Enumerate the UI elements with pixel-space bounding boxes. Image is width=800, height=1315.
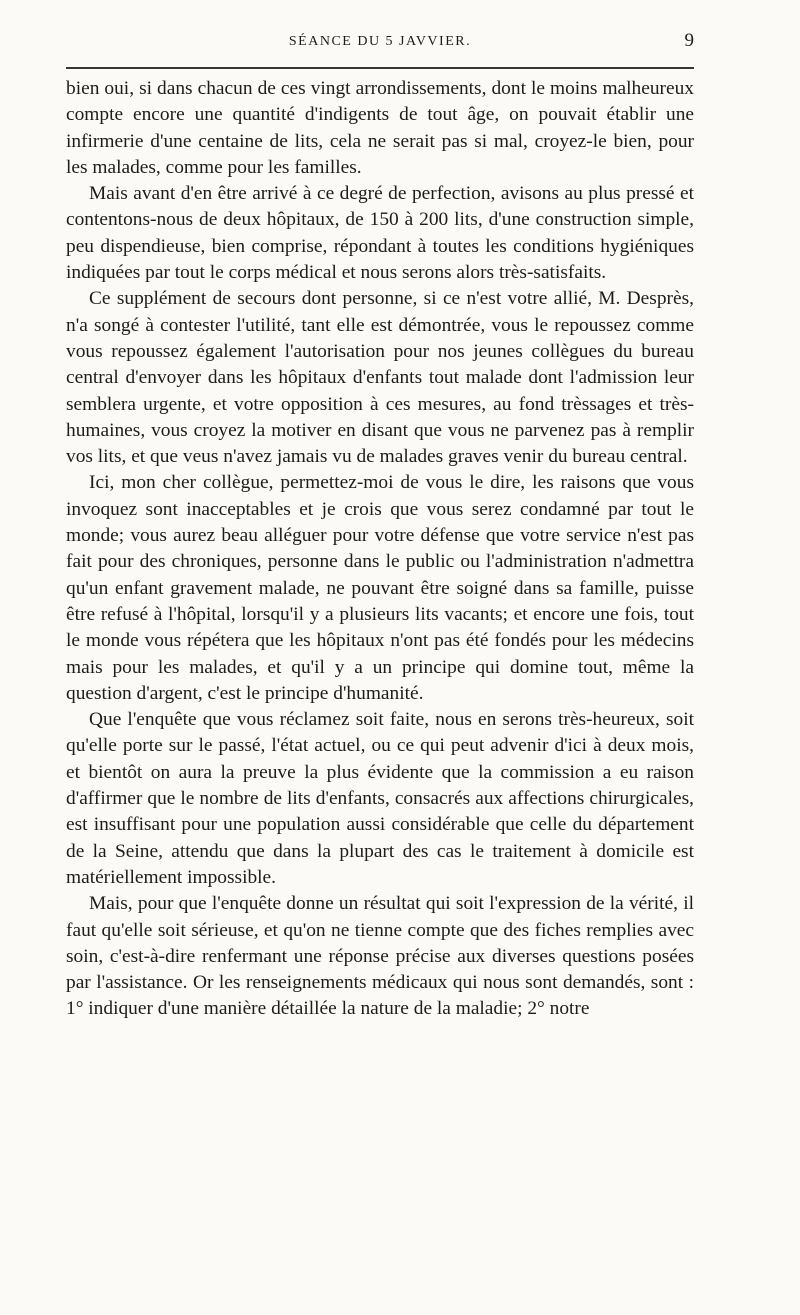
paragraph-1: bien oui, si dans chacun de ces vingt arrondissements, dont le moins malheureux compte encore une quantité d'indigents de tout âge, on pouvait établir une infirmerie d'une centaine de lits, cela ne serait pas si mal, croyez-le bien, pour les malades, comme pour les familles. bbox=[66, 78, 694, 178]
paragraph-4: Ici, mon cher collègue, permettez-moi de vous le dire, les raisons que vous invoquez sont inacceptables et je crois que vous serez condamné par tout le monde; vous aurez beau alléguer pour votre défense que votre service n'est pas fait pour des chroniques, personne dans le public ou l'administration n'admettra qu'un enfant gravement malade, ne pouvant être soigné dans sa famille, puisse être refusé à l'hôpital, lorsqu'il y a plusieurs lits vacants; et encore une fois, tout le monde vous répétera que les hôpitaux n'ont pas été fondés pour les médecins mais pour les malades, et qu'il y a un principe qui domine tout, même la question d'argent, c'est le principe d'humanité. bbox=[66, 472, 694, 704]
page-header bbox=[66, 30, 694, 56]
running-title: SÉANCE DU 5 JAVVIER. bbox=[288, 34, 472, 49]
paragraph-3: Ce supplément de secours dont personne, si ce n'est votre allié, M. Desprès, n'a songé à contester l'utilité, tant elle est démontrée, vous le repoussez comme vous repoussez également l'autorisation pour nos jeunes collègues du bureau central d'envoyer dans les hôpitaux d'enfants tout malade dont l'admission leur semblera urgente, et votre opposition à ces mesures, au fond trèssages et très-humaines, vous croyez la motiver en disant que vous ne parvenez pas à remplir vos lits, et que veus n'avez jamais vu de malades graves venir du bureau central. bbox=[66, 288, 694, 468]
paragraph-5: Que l'enquête que vous réclamez soit faite, nous en serons très-heureux, soit qu'elle porte sur le passé, l'état actuel, ou ce qui peut advenir d'ici à deux mois, et bientôt on aura la preuve la plus évidente que la commission a eu raison d'affirmer que le nombre de lits d'enfants, consacrés aux affections chirurgicales, est insuffisant pour une population aussi considérable que celle du département de la Seine, attendu que dans la plupart des cas le traitement à domicile est matériellement impossible. bbox=[66, 709, 694, 888]
paragraph-2: Mais avant d'en être arrivé à ce degré de perfection, avisons au plus pressé et contentons-nous de deux hôpitaux, de 150 à 200 lits, d'une construction simple, peu dispendieuse, bien comprise, répondant à toutes les conditions hygiéniques indiquées par tout le corps médical et nous serons alors très-satisfaits. bbox=[66, 183, 694, 284]
page-number: 9 bbox=[684, 30, 694, 51]
paragraph-6: Mais, pour que l'enquête donne un résultat qui soit l'expression de la vérité, il faut qu'elle soit sérieuse, et qu'on ne tienne compte que des fiches remplies avec soin, c'est-à-dire renfermant une réponse précise aux diverses questions posées par l'assistance. Or les renseignements médicaux qui nous sont demandés, sont : 1° indiquer d'une manière détaillée la nature de la maladie; 2° notre bbox=[66, 893, 694, 1020]
header-rule bbox=[66, 67, 694, 69]
body-text bbox=[66, 76, 694, 1023]
